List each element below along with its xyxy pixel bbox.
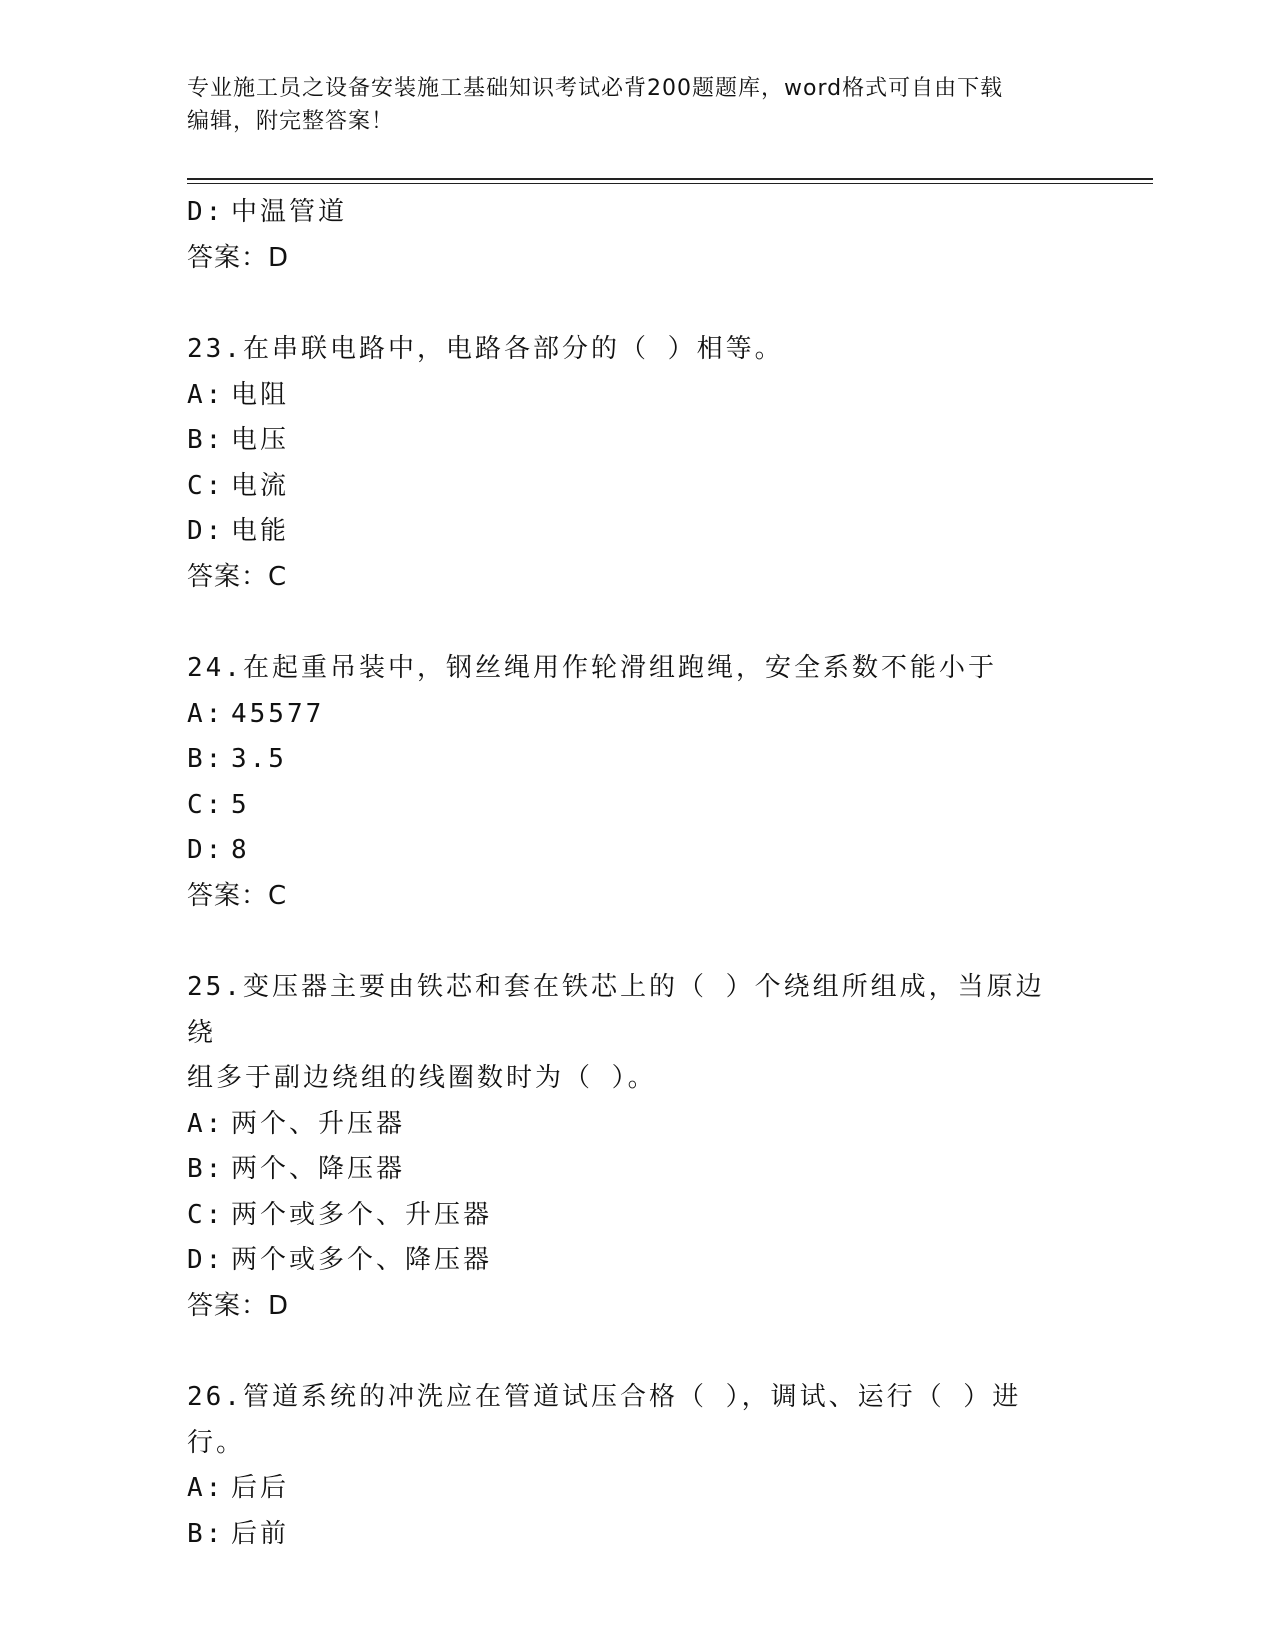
option-key: A: [187,1473,225,1503]
option-text: 两个、降压器 [231,1154,406,1184]
question-24-option-c [187,783,1087,829]
option-text: 后后 [231,1473,290,1503]
question-25-answer: 答案：D [187,1290,290,1321]
prev-answer: 答案：D [187,242,290,273]
question-23-answer: 答案：C [187,561,288,592]
question-26-option-a [187,1466,1087,1512]
option-key: A: [187,379,225,410]
option-text: 电压 [231,425,290,455]
question-24-option-d [187,828,1087,874]
option-key: B: [187,425,225,455]
option-text: 3.5 [231,744,287,774]
option-text: 中温管道 [231,197,348,227]
option-key: A: [187,1108,225,1139]
question-25-option-d [187,1238,1087,1284]
option-key: D: [187,516,225,546]
option-key: B: [187,1518,225,1549]
option-text: 电阻 [231,379,290,410]
header-rule-thick [187,178,1153,180]
option-text: 8 [231,835,250,865]
question-24-option-b [187,737,1087,783]
option-key: D: [187,835,225,865]
question-26-stem: 26.管道系统的冲洗应在管道试压合格（ ），调试、运行（ ）进行。 [187,1382,1022,1458]
option-text: 5 [231,789,250,820]
question-25-stem [187,965,1067,1102]
spacer [187,281,1087,327]
question-26-option-b [187,1512,1087,1558]
question-25-option-c [187,1193,1087,1239]
header-line-1: 专业施工员之设备安装施工基础知识考试必背200题题库，word格式可自由下载 [187,76,1004,101]
option-text: 45577 [231,698,325,729]
option-text: 两个或多个、升压器 [231,1199,493,1230]
option-key: C: [187,789,225,820]
option-key: B: [187,1154,225,1184]
option-key: C: [187,1199,225,1230]
option-key: B: [187,744,225,774]
question-25-option-a [187,1102,1087,1148]
question-list [187,190,1087,1557]
spacer [187,1329,1087,1375]
option-key: C: [187,470,225,501]
question-23-option-b [187,418,1087,464]
spacer [187,600,1087,646]
option-text: 两个、升压器 [231,1108,406,1139]
question-24-option-a [187,692,1087,738]
question-23-option-d [187,509,1087,555]
option-text: 电能 [231,516,290,546]
question-23-option-c [187,464,1087,510]
question-25-stem-line-1: 25.变压器主要由铁芯和套在铁芯上的（ ）个绕组所组成，当原边绕 [187,972,1045,1048]
prev-option-d [187,190,1087,236]
spacer [187,919,1087,965]
header-rule-thin [187,183,1153,184]
header-line-2: 编辑，附完整答案！ [187,109,395,134]
question-23-stem: 23.在串联电路中，电路各部分的（ ）相等。 [187,334,784,364]
option-text: 两个或多个、降压器 [231,1245,493,1275]
option-text: 后前 [231,1518,290,1549]
question-25-option-b [187,1147,1087,1193]
question-24-answer: 答案：C [187,880,288,911]
question-25-stem-line-2: 组多于副边绕组的线圈数时为（ ）。 [187,1063,657,1093]
option-text: 电流 [231,470,290,501]
option-key: D: [187,1245,225,1275]
document-header [187,72,1087,138]
option-key: A: [187,698,225,729]
question-24-stem: 24.在起重吊装中，钢丝绳用作轮滑组跑绳，安全系数不能小于 [187,653,997,683]
question-23-option-a [187,373,1087,419]
option-key: D: [187,197,225,227]
